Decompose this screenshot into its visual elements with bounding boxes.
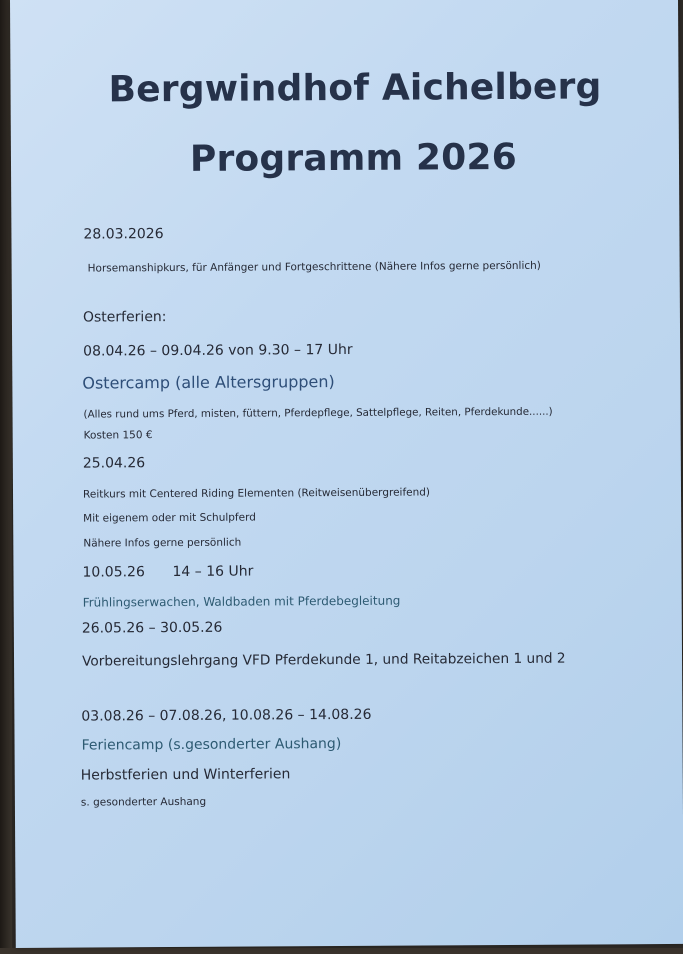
event-description: Reitkurs mit Centered Riding Elementen (Reitweisenübergreifend) [82, 486, 431, 501]
document-subtitle: Programm 2026 [189, 136, 518, 180]
event-description: Mit eigenem oder mit Schulpferd [83, 511, 256, 525]
date-line: 26.05.26 – 30.05.26 [81, 619, 223, 637]
event-description: (Alles rund ums Pferd, misten, füttern, Pferdepflege, Sattelpflege, Reiten, Pferdekunde......) [83, 405, 553, 421]
time-line: 14 – 16 Uhr [172, 563, 254, 581]
price-line: Kosten 150 € [83, 429, 153, 442]
paper-sheet [10, 0, 683, 948]
event-title: Frühlingserwachen, Waldbaden mit Pferdebegleitung [82, 593, 401, 610]
section-heading: Osterferien: [82, 309, 167, 326]
date-line: 03.08.26 – 07.08.26, 10.08.26 – 14.08.26 [81, 706, 372, 725]
event-description: Horsemanshipkurs, für Anfänger und Fortgeschrittene (Nähere Infos gerne persönlich) [87, 259, 541, 275]
date-line: 10.05.26 [82, 564, 145, 581]
background-bottom [0, 948, 683, 954]
event-title: Herbstferien und Winterferien [80, 766, 291, 784]
event-title: Feriencamp (s.gesonderter Aushang) [81, 735, 342, 754]
document-title: Bergwindhof Aichelberg [108, 66, 602, 111]
event-title: Vorbereitungslehrgang VFD Pferdekunde 1, und Reitabzeichen 1 und 2 [81, 650, 566, 670]
event-description: Nähere Infos gerne persönlich [83, 536, 242, 550]
date-line: 28.03.2026 [83, 226, 164, 243]
event-description: s. gesonderter Aushang [80, 795, 207, 809]
date-line: 25.04.26 [82, 455, 146, 472]
event-title: Ostercamp (alle Altersgruppen) [82, 372, 335, 393]
date-line: 08.04.26 – 09.04.26 von 9.30 – 17 Uhr [83, 341, 353, 360]
